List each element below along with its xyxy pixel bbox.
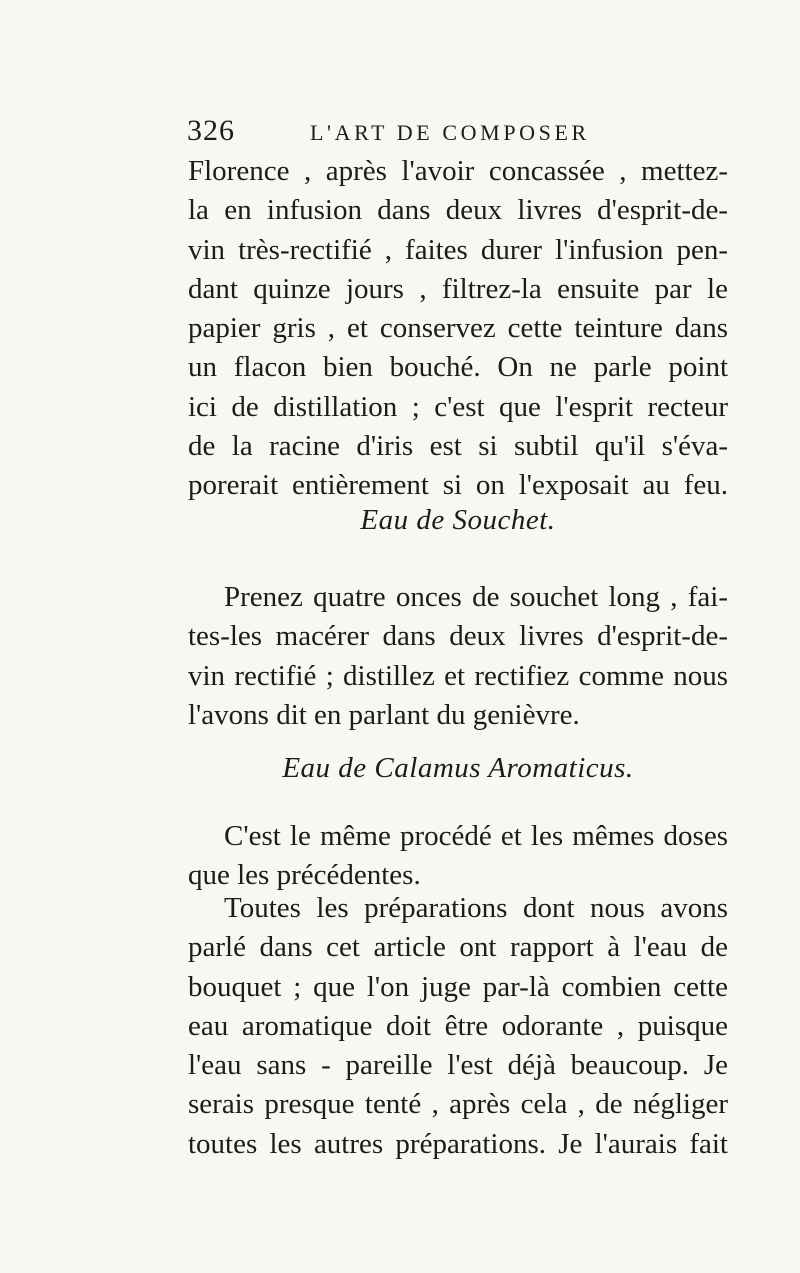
text-line: vin très-rectifié , faites durer l'infusion pen- bbox=[188, 233, 728, 266]
text-line: un flacon bien bouché. On ne parle point bbox=[188, 351, 728, 384]
text-line: dant quinze jours , filtrez-la ensuite par le bbox=[188, 272, 728, 305]
text-line: l'avons dit en parlant du genièvre. bbox=[188, 698, 580, 731]
paragraph-souchet bbox=[188, 578, 728, 735]
text-line: ici de distillation ; c'est que l'esprit recteur bbox=[188, 390, 728, 423]
text-line: la en infusion dans deux livres d'esprit-de- bbox=[188, 194, 728, 227]
text-line: C'est le même procédé et les mêmes doses bbox=[224, 820, 728, 852]
text-line: eau aromatique doit être odorante , puisque bbox=[188, 1009, 728, 1042]
text-line: vin rectifié ; distillez et rectifiez comme nous bbox=[188, 659, 728, 692]
text-line: serais presque tenté , après cela , de négliger bbox=[188, 1088, 728, 1121]
text-line: porerait entièrement si on l'exposait au feu. bbox=[188, 469, 728, 502]
text-line: parlé dans cet article ont rapport à l'eau de bbox=[188, 931, 728, 964]
text-line: papier gris , et conservez cette teinture dans bbox=[188, 312, 728, 345]
text-line: Florence , après l'avoir concassée , mettez- bbox=[188, 155, 728, 187]
page-number: 326 bbox=[187, 114, 235, 147]
running-head: L'ART DE COMPOSER bbox=[310, 120, 590, 145]
paragraph-iris-tincture bbox=[188, 152, 728, 506]
text-line: Prenez quatre onces de souchet long , fai- bbox=[224, 581, 728, 613]
section-heading-souchet: Eau de Souchet. bbox=[360, 504, 556, 536]
paragraph-bouquet bbox=[188, 889, 728, 1164]
text-line: l'eau sans - pareille l'est déjà beaucoup. Je bbox=[188, 1049, 728, 1082]
text-line: que les précédentes. bbox=[188, 859, 421, 892]
text-line: de la racine d'iris est si subtil qu'il s'éva- bbox=[188, 430, 728, 463]
section-heading-calamus: Eau de Calamus Aromaticus. bbox=[282, 752, 634, 784]
text-line: Toutes les préparations dont nous avons bbox=[224, 892, 728, 924]
paragraph-calamus bbox=[188, 817, 728, 896]
text-line: toutes les autres préparations. Je l'aurais fait bbox=[188, 1127, 728, 1160]
text-line: tes-les macérer dans deux livres d'esprit-de- bbox=[188, 620, 728, 653]
text-line: bouquet ; que l'on juge par-là combien cette bbox=[188, 970, 728, 1003]
page-header bbox=[187, 113, 727, 149]
